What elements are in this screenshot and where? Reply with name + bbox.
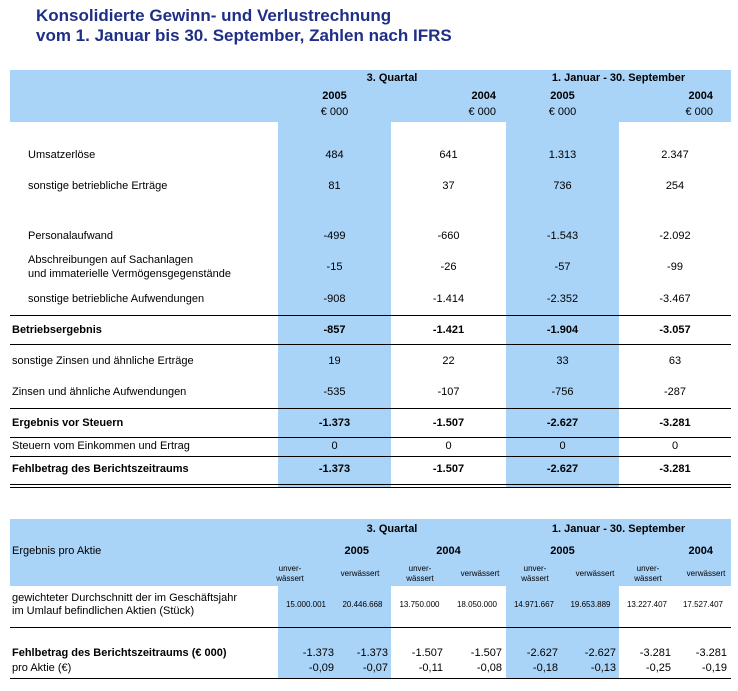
table1-group-ytd: 1. Januar - 30. September [551, 72, 686, 84]
row-label-ergebnis-vor-steuern: Ergebnis vor Steuern [12, 417, 124, 429]
row-label-steuern: Steuern vom Einkommen und Ertrag [12, 440, 190, 452]
table-cell: 14.971.667 [513, 600, 555, 609]
table-cell: 0 [331, 440, 338, 452]
table-cell: 63 [668, 355, 682, 367]
table-cell: 81 [328, 180, 341, 192]
row-label-per-share: pro Aktie (€) [12, 662, 72, 674]
row-label-fehlbetrag: Fehlbetrag des Berichtszeitraums [12, 463, 189, 475]
table-cell: -2.627 [546, 417, 579, 429]
table1-year-ytd-2005: 2005 [550, 90, 575, 102]
table1-year-q3-2004: 2004 [471, 90, 496, 102]
divider [10, 627, 731, 628]
table-cell: -535 [323, 386, 346, 398]
table-cell: -1.543 [546, 230, 579, 242]
page-title [36, 6, 452, 46]
table-cell: -1.904 [546, 324, 579, 336]
table-cell: -3.281 [659, 463, 691, 475]
table1-unit-3: € 000 [548, 106, 577, 118]
table-cell: 20.446.668 [342, 600, 383, 609]
divider [10, 344, 731, 345]
table-cell: -107 [437, 386, 460, 398]
table1-group-q3: 3. Quartal [366, 72, 418, 84]
table-cell: -1.507 [432, 417, 465, 429]
table-cell: -857 [323, 324, 346, 336]
row-label-loss: Fehlbetrag des Berichtszeitraums (€ 000) [12, 647, 227, 659]
table1-year-ytd-2004: 2004 [688, 90, 713, 102]
table-cell: 37 [442, 180, 455, 192]
divider [10, 678, 731, 679]
divider [10, 408, 731, 409]
table-cell: 0 [671, 440, 679, 452]
table1-col-q3-2005-shade [278, 122, 391, 488]
table-cell: -26 [440, 261, 457, 273]
table-cell: 0 [559, 440, 566, 452]
table-cell: -1.507 [432, 463, 465, 475]
divider [10, 437, 731, 438]
divider [10, 315, 731, 316]
table-cell: 33 [556, 355, 569, 367]
table2-section-label: Ergebnis pro Aktie [12, 545, 102, 557]
table-cell: -660 [437, 230, 460, 242]
table-cell: -3.281 [659, 417, 691, 429]
table2-year-ytd-2005: 2005 [550, 545, 575, 557]
table1-year-q3-2005: 2005 [322, 90, 347, 102]
subheader-unverw: unver- wässert [634, 564, 662, 583]
table-cell: -3.281 [639, 647, 671, 659]
table-cell: -287 [663, 386, 687, 398]
subheader-unverw: unver- wässert [276, 564, 304, 583]
table-cell: -0,11 [418, 662, 443, 674]
subheader-verw: verwässert [460, 569, 500, 578]
table-cell: 254 [665, 180, 685, 192]
table-cell: -0,25 [645, 662, 671, 674]
table-cell: -57 [554, 261, 571, 273]
table-cell: 736 [553, 180, 572, 192]
table-cell: -499 [323, 230, 346, 242]
table2-group-q3: 3. Quartal [366, 523, 418, 535]
row-label-zinsen-aufwendungen: Zinsen und ähnliche Aufwendungen [12, 386, 187, 398]
table-cell: -3.467 [659, 293, 691, 305]
table-cell: -1.373 [318, 463, 351, 475]
table2-year-ytd-2004: 2004 [688, 545, 713, 557]
table-cell: -2.352 [546, 293, 579, 305]
title-line-1: Konsolidierte Gewinn- und Verlustrechnung [36, 6, 392, 25]
table-cell: 2.347 [661, 149, 689, 161]
subheader-verw: verwässert [575, 569, 615, 578]
table-cell: 18.050.000 [456, 600, 498, 609]
table-cell: -0,13 [590, 662, 616, 674]
table-cell: 13.750.000 [399, 600, 440, 609]
table-cell: 15.000.001 [285, 600, 327, 609]
table-cell: 0 [445, 440, 452, 452]
table-cell: -3.281 [695, 647, 727, 659]
subheader-verw: verwässert [340, 569, 380, 578]
table-cell: -2.092 [659, 230, 691, 242]
table-cell: -0,19 [701, 662, 727, 674]
table-cell: 19 [328, 355, 341, 367]
table-cell: -1.421 [432, 324, 465, 336]
table-cell: 17.527.407 [682, 600, 724, 609]
table-cell: -2.627 [526, 647, 558, 659]
table2-year-q3-2005: 2005 [344, 545, 369, 557]
table-cell: -908 [323, 293, 346, 305]
table-cell: -1.507 [470, 647, 502, 659]
subheader-unverw: unver- wässert [406, 564, 434, 583]
table-cell: -0,08 [476, 662, 502, 674]
divider [10, 487, 731, 488]
row-label-betriebsergebnis: Betriebsergebnis [12, 324, 102, 336]
table2-year-q3-2004: 2004 [436, 545, 461, 557]
table-cell: -756 [551, 386, 574, 398]
table-cell: -2.627 [546, 463, 579, 475]
table-cell: -99 [667, 261, 683, 273]
table1-unit-1: € 000 [320, 106, 349, 118]
table-cell: -0,18 [532, 662, 558, 674]
table1-unit-2: € 000 [468, 106, 496, 118]
title-line-2: vom 1. Januar bis 30. September, Zahlen nach IFRS [36, 26, 452, 45]
row-label-shares-2: im Umlauf befindlichen Aktien (Stück) [12, 605, 195, 617]
table-cell: 22 [442, 355, 455, 367]
table2-group-ytd: 1. Januar - 30. September [551, 523, 686, 535]
table-cell: -2.627 [584, 647, 616, 659]
row-label-umsatzerloese: Umsatzerlöse [28, 149, 96, 161]
table-cell: 13.227.407 [626, 600, 668, 609]
table-cell: 19.653.889 [570, 600, 611, 609]
table-cell: 641 [439, 149, 458, 161]
divider [10, 456, 731, 457]
row-label-shares-1: gewichteter Durchschnitt der im Geschäftsjahr [12, 592, 237, 604]
table-cell: -0,07 [362, 662, 388, 674]
table-cell: -0,09 [308, 662, 334, 674]
table-cell: -1.507 [411, 647, 443, 659]
row-label-abschreibungen-1: Abschreibungen auf Sachanlagen [28, 254, 194, 266]
table-cell: -1.373 [302, 647, 334, 659]
table1-col-ytd-2005-shade [506, 122, 619, 488]
table1-unit-4: € 000 [685, 106, 713, 118]
row-label-sonstige-ertraege: sonstige betriebliche Erträge [28, 180, 168, 192]
row-label-personalaufwand: Personalaufwand [28, 230, 114, 242]
subheader-verw: verwässert [686, 569, 726, 578]
row-label-abschreibungen-2: und immaterielle Vermögensgegenstände [28, 268, 232, 280]
table-cell: -1.414 [432, 293, 465, 305]
table-cell: 1.313 [548, 149, 577, 161]
row-label-sonstige-zinsen: sonstige Zinsen und ähnliche Erträge [12, 355, 194, 367]
divider [10, 484, 731, 485]
table-cell: -1.373 [356, 647, 388, 659]
table-cell: -15 [326, 261, 343, 273]
subheader-unverw: unver- wässert [521, 564, 549, 583]
table-cell: 484 [325, 149, 344, 161]
table-cell: -1.373 [318, 417, 351, 429]
table-cell: -3.057 [659, 324, 691, 336]
row-label-sonstige-aufwendungen: sonstige betriebliche Aufwendungen [28, 293, 205, 305]
